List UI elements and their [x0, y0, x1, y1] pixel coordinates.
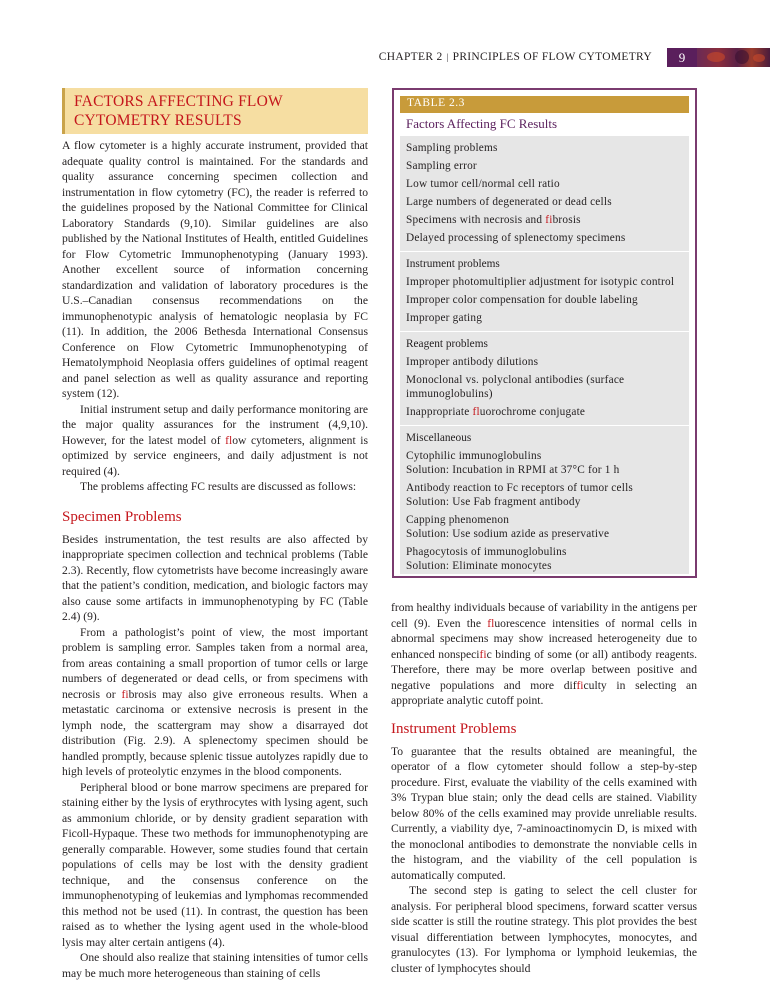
paragraph-specimen-1: Besides instrumentation, the test results are also affected by inappropriate specimen collection and technical problems (Table 2.3). Recently, flow cytometrists have become increasingly aware that the patient’s condition, medication, and biologic factors may also cause some artifacts in immunophenotyping by FC (Table 2.4) (9).: [62, 532, 368, 623]
table-row: Improper photomultiplier adjustment for isotypic control: [406, 276, 675, 288]
table-row: Capping phenomenon: [406, 514, 510, 526]
running-header: [0, 48, 770, 72]
section-heading-box: [62, 88, 368, 134]
table-row-solution: Solution: Incubation in RPMI at 37°C for 1 h: [406, 464, 620, 476]
paragraph-heterogeneity: from healthy individuals because of variability in the antigens per cell (9). Even the fluorescence intensities of normal cells in abnormal specimens may show increased heterogeneity due to enhanced nonspecific binding of some (or all) antibody reagents. Therefore, there may be more overlap between positive and negative populations and more difficulty in selecting an appropriate analytic cutoff point.: [391, 601, 697, 707]
table-row: Sampling error: [406, 160, 477, 172]
header-decorative-image: [697, 48, 770, 67]
left-column: [62, 88, 368, 981]
table-group-heading: Instrument problems: [406, 258, 500, 270]
subhead-instrument-problems: Instrument Problems: [391, 720, 517, 737]
paragraph-specimen-4: One should also realize that staining intensities of tumor cells may be much more heterogeneous than staining of cells: [62, 951, 368, 980]
table-row: Monoclonal vs. polyclonal antibodies (surface immunoglobulins): [406, 374, 625, 400]
table-row: Inappropriate fluorochrome conjugate: [406, 406, 586, 418]
paragraph-specimen-3: Peripheral blood or bone marrow specimens are prepared for staining either by the lysis of erythrocytes with lysing agent, such as ammonium chloride, or by density gradient separation with Ficoll-Hypaque. These two methods for immunophenotyping are generally comparable. However, some studies found that certain populations of cells may be lost with the density gradient technique, and the consensus conference on the immunophenotyping of leukemias and lymphomas recommended this method not be used (11). In contrast, the question has been raised as to whether the lysing agent used in the whole-blood lysis may alter certain antigens (4).: [62, 780, 368, 949]
table-row: Cytophilic immunoglobulins: [406, 450, 542, 462]
table-row: Antibody reaction to Fc receptors of tumor cells: [406, 482, 634, 494]
table-row-solution: Solution: Use Fab fragment antibody: [406, 496, 581, 508]
running-header-text: [379, 51, 652, 63]
table-row: Improper antibody dilutions: [406, 356, 539, 368]
table-group-heading: Reagent problems: [406, 338, 488, 350]
header-separator: |: [446, 52, 449, 62]
table-group-miscellaneous: [400, 425, 689, 579]
paragraph-specimen-2: From a pathologist’s point of view, the most important problem is sampling error. Samples taken from a normal area, from areas containing a small proportion of tumor cells or large numbers of degenerated or dead cells, or from specimens with necrosis or fibrosis may also give erroneous results. When a metastatic carcinoma or extensive necrosis is present in the lymph node, the scattergram may show a disarrayed dot distribution (Fig. 2.9). A splenectomy specimen should be handled promptly, because splenic tissue autolyzes rapidly due to high levels of proteolytic enzymes in the blood components.: [62, 625, 368, 778]
chapter-label: CHAPTER 2: [378, 51, 443, 63]
paragraph-instrument-2: The second step is gating to select the cell cluster for analysis. For peripheral blood specimens, forward scatter versus side scatter is still the routine strategy. This plot provides the best visual differentiation between lymphocytes, monocytes, and granulocytes (13). For lymphoma or lymphoid leukemias, the cluster of lymphocytes should: [391, 884, 697, 975]
table-label-bar: [400, 96, 689, 113]
table-row: Improper color compensation for double labeling: [406, 294, 638, 306]
page-number: 9: [667, 48, 697, 67]
subhead-specimen-problems: Specimen Problems: [62, 508, 182, 525]
table-label: TABLE 2.3: [407, 97, 465, 109]
table-group-heading: Miscellaneous: [406, 432, 472, 444]
table-row: Sampling problems: [406, 142, 498, 154]
table-row-solution: Solution: Use sodium azide as preservative: [406, 528, 610, 540]
paragraph-instrument-setup: Initial instrument setup and daily performance monitoring are the major quality assurances for the instrument (4,9,10). However, for the latest model of flow cytometers, alignment is optimized by service engineers, and daily adjustment is not required (4).: [62, 402, 368, 478]
table-row: Specimens with necrosis and fibrosis: [406, 214, 581, 226]
section-heading: FACTORS AFFECTING FLOW CYTOMETRY RESULTS: [74, 93, 283, 129]
table-row: Large numbers of degenerated or dead cells: [406, 196, 612, 208]
chapter-title: PRINCIPLES OF FLOW CYTOMETRY: [452, 51, 652, 63]
table-row: Low tumor cell/normal cell ratio: [406, 178, 560, 190]
table-row-solution: Solution: Eliminate monocytes: [406, 560, 552, 572]
table-group-reagent: [400, 331, 689, 425]
right-column: [391, 600, 697, 976]
table-title: Factors Affecting FC Results: [406, 116, 558, 131]
table-2-3: [392, 88, 697, 578]
table-body: [400, 136, 689, 574]
paragraph-instrument-1: To guarantee that the results obtained are meaningful, the operator of a flow cytometer should follow a step-by-step procedure. First, evaluate the viability of the cells examined with 3% Trypan blue stain; only the dead cells are stained. Viability below 80% of the cells examined may provide unreliable results. Currently, a viability dye, 7-aminoactinomycin D, is mixed with the monoclonal antibodies to demonstrate the nonviable cells in the histogram, and the viability of the cell population is automatically computed.: [391, 744, 697, 882]
table-group-sampling: [400, 136, 689, 251]
table-row: Delayed processing of splenectomy specimens: [406, 232, 626, 244]
table-group-instrument: [400, 251, 689, 331]
table-row: Improper gating: [406, 312, 483, 324]
table-row: Phagocytosis of immunoglobulins: [406, 546, 567, 558]
paragraph-intro: A flow cytometer is a highly accurate instrument, provided that adequate quality control is maintained. For the standards and quality assurance concerning specimen collection and instrumentation in flow cytometry (FC), the reader is referred to the guidelines proposed by the National Committee for Clinical Laboratory Standards (9,10). Similar guidelines are also published by the National Institutes of Health, entitled Guidelines for Flow Cytometric Immunophenotyping (January 1993). Another excellent source of information concerning standardization and validation of laboratory procedures is the U.S.–Canadian consensus recommendations on the immunophenotypic analysis of hematologic neoplasia by FC (11). In addition, the 2006 Bethesda International Consensus Conference on Flow Cytometric Immunophenotyping of Hematolymphoid Neoplasia offers guidelines of optimal reagent and panel selection as well as quality assurance and reporting system (12).: [62, 139, 368, 400]
paragraph-problems-intro: The problems affecting FC results are discussed as follows:: [80, 480, 357, 493]
